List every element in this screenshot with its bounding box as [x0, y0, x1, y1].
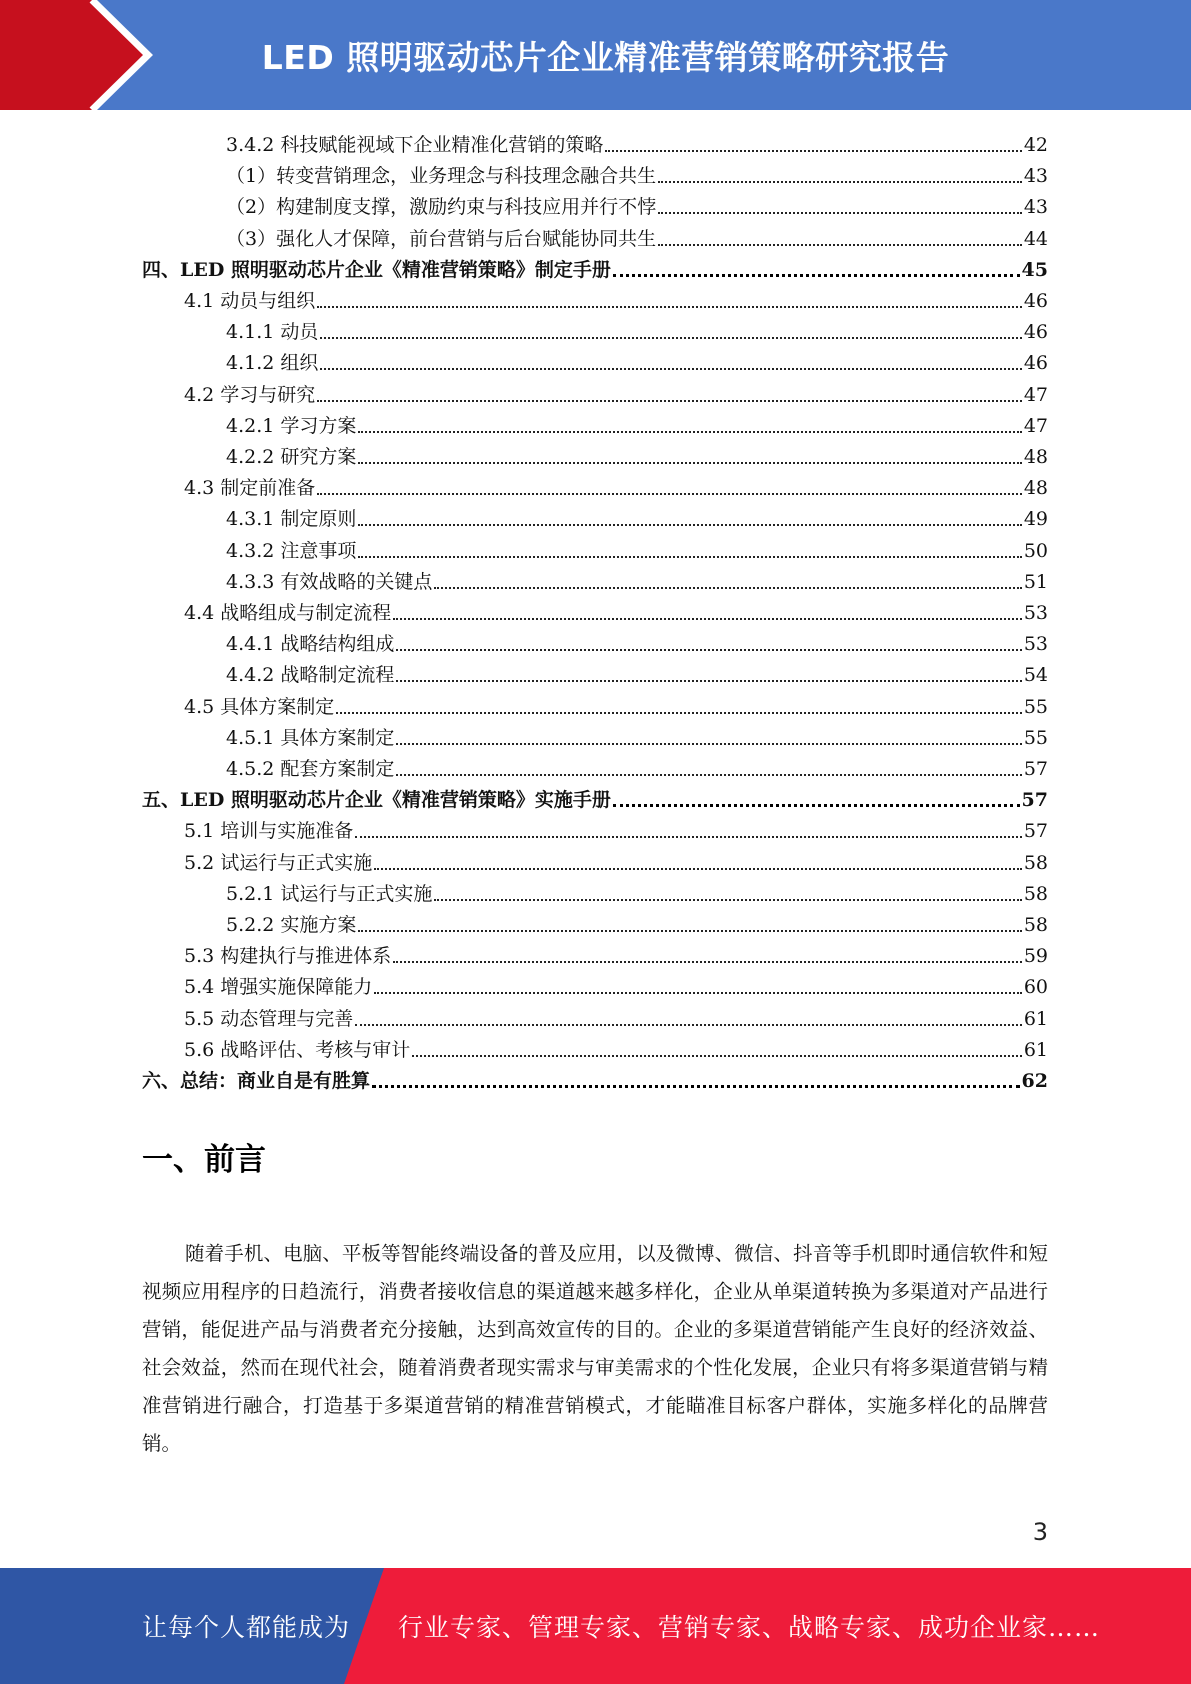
- toc-dot-leader: [613, 804, 1020, 807]
- toc-entry-page: 43: [1023, 165, 1048, 188]
- toc-entry-page: 58: [1023, 882, 1048, 905]
- toc-dot-leader: [658, 244, 1022, 246]
- toc-entry[interactable]: [226, 501, 1048, 532]
- toc-entry-title: 5.2.2 实施方案: [226, 914, 357, 936]
- toc-dot-leader: [355, 836, 1022, 838]
- toc-entry-page: 42: [1023, 134, 1048, 156]
- toc-entry[interactable]: [226, 439, 1048, 470]
- toc-entry[interactable]: [184, 1032, 1048, 1063]
- toc-entry[interactable]: [184, 969, 1048, 1000]
- footer-slogan-right: 行业专家、管理专家、营销专家、战略专家、成功企业家……: [398, 1613, 1101, 1642]
- toc-entry-title: 4.5.1 具体方案制定: [226, 726, 395, 749]
- toc-entry-title: 5.2.1 试运行与正式实施: [226, 882, 433, 905]
- toc-entry-title: 4.1 动员与组织: [184, 290, 316, 312]
- page-footer: [0, 1568, 1191, 1684]
- toc-entry-page: 46: [1023, 352, 1048, 375]
- toc-entry[interactable]: [226, 221, 1048, 252]
- toc-entry[interactable]: [226, 127, 1048, 158]
- page-header: [0, 0, 1191, 110]
- toc-entry[interactable]: [184, 470, 1048, 501]
- toc-entry-page: 45: [1021, 258, 1048, 281]
- toc-dot-leader: [396, 680, 1021, 682]
- toc-entry-page: 57: [1021, 789, 1048, 812]
- toc-entry-title: 4.2.1 学习方案: [226, 414, 357, 437]
- toc-dot-leader: [358, 930, 1021, 932]
- toc-entry-page: 61: [1023, 1038, 1048, 1061]
- toc-entry-page: 47: [1023, 414, 1048, 437]
- toc-entry[interactable]: [142, 782, 1048, 813]
- report-title: LED 照明驱动芯片企业精准营销策略研究报告: [261, 37, 950, 77]
- toc-entry[interactable]: [184, 938, 1048, 969]
- toc-entry-title: 4.3.2 注意事项: [226, 539, 357, 562]
- toc-entry-title: 五、LED 照明驱动芯片企业《精准营销策略》实施手册: [142, 789, 611, 812]
- toc-entry-title: 四、LED 照明驱动芯片企业《精准营销策略》制定手册: [142, 258, 611, 281]
- toc-entry[interactable]: [226, 533, 1048, 564]
- toc-entry-title: 4.4 战略组成与制定流程: [184, 602, 392, 624]
- footer-slogan-left: 让每个人都能成为: [142, 1613, 351, 1642]
- toc-entry[interactable]: [226, 626, 1048, 657]
- toc-entry-title: 5.3 构建执行与推进体系: [184, 945, 392, 968]
- toc-entry[interactable]: [184, 689, 1048, 720]
- toc-dot-leader: [336, 712, 1022, 714]
- toc-dot-leader: [358, 556, 1021, 558]
- toc-entry-title: 4.1.1 动员: [226, 321, 319, 344]
- toc-entry[interactable]: [142, 1063, 1048, 1094]
- toc-entry-page: 54: [1023, 664, 1048, 687]
- toc-entry-title: 4.5.2 配套方案制定: [226, 758, 395, 780]
- toc-entry-page: 62: [1021, 1070, 1048, 1092]
- toc-entry-title: （1）转变营销理念，业务理念与科技理念融合共生: [226, 165, 657, 188]
- toc-entry-title: 4.4.1 战略结构组成: [226, 633, 395, 656]
- toc-entry[interactable]: [184, 813, 1048, 844]
- toc-entry-page: 58: [1023, 851, 1048, 874]
- toc-entry[interactable]: [226, 907, 1048, 938]
- toc-dot-leader: [605, 150, 1021, 152]
- toc-entry-title: 5.2 试运行与正式实施: [184, 851, 373, 874]
- toc-entry[interactable]: [226, 876, 1048, 907]
- toc-entry-title: 4.4.2 战略制定流程: [226, 664, 395, 687]
- toc-entry-page: 55: [1023, 695, 1048, 718]
- toc-dot-leader: [434, 587, 1021, 589]
- toc-dot-leader: [412, 1055, 1022, 1057]
- toc-dot-leader: [658, 181, 1022, 183]
- toc-dot-leader: [396, 649, 1021, 651]
- toc-entry-page: 53: [1023, 602, 1048, 624]
- toc-entry-title: 5.1 培训与实施准备: [184, 820, 354, 843]
- toc-entry-page: 46: [1023, 321, 1048, 344]
- toc-dot-leader: [374, 992, 1022, 994]
- toc-entry-title: 5.5 动态管理与完善: [184, 1007, 354, 1030]
- toc-entry[interactable]: [226, 345, 1048, 376]
- toc-entry-page: 57: [1023, 758, 1048, 780]
- toc-dot-leader: [372, 1085, 1020, 1088]
- toc-dot-leader: [358, 462, 1021, 464]
- toc-dot-leader: [393, 961, 1022, 963]
- toc-entry-title: 4.1.2 组织: [226, 352, 319, 375]
- toc-dot-leader: [358, 524, 1021, 526]
- toc-dot-leader: [320, 368, 1021, 370]
- toc-entry-title: 5.4 增强实施保障能力: [184, 976, 373, 999]
- toc-entry-title: 六、总结：商业自是有胜算: [142, 1070, 371, 1092]
- toc-dot-leader: [355, 1024, 1022, 1026]
- toc-entry[interactable]: [184, 845, 1048, 876]
- toc-entry[interactable]: [226, 314, 1048, 345]
- toc-entry-title: 4.5 具体方案制定: [184, 695, 335, 718]
- toc-entry-title: 3.4.2 科技赋能视域下企业精准化营销的策略: [226, 134, 604, 156]
- toc-entry[interactable]: [184, 377, 1048, 408]
- toc-dot-leader: [320, 337, 1021, 339]
- toc-dot-leader: [317, 400, 1022, 402]
- toc-entry-title: 4.2 学习与研究: [184, 383, 316, 406]
- toc-dot-leader: [396, 774, 1021, 776]
- toc-entry-title: 5.6 战略评估、考核与审计: [184, 1038, 411, 1061]
- toc-entry-title: 4.2.2 研究方案: [226, 446, 357, 468]
- toc-entry[interactable]: [226, 720, 1048, 751]
- toc-entry-page: 60: [1023, 976, 1048, 999]
- toc-entry[interactable]: [184, 595, 1048, 626]
- toc-entry[interactable]: [184, 1001, 1048, 1032]
- toc-entry-page: 43: [1023, 196, 1048, 219]
- toc-entry[interactable]: [226, 408, 1048, 439]
- toc-entry[interactable]: [226, 564, 1048, 595]
- toc-dot-leader: [393, 618, 1022, 620]
- toc-entry-title: （3）强化人才保障，前台营销与后台赋能协同共生: [226, 227, 657, 250]
- toc-entry-title: （2）构建制度支撑，激励约束与科技应用并行不悖: [226, 196, 657, 219]
- toc-entry-page: 59: [1023, 945, 1048, 968]
- toc-entry-page: 46: [1023, 290, 1048, 312]
- toc-entry[interactable]: [226, 158, 1048, 189]
- page-number: 3: [1032, 1518, 1048, 1546]
- toc-entry-page: 58: [1023, 914, 1048, 936]
- toc-entry-page: 50: [1023, 539, 1048, 562]
- toc-entry-page: 49: [1023, 508, 1048, 531]
- toc-entry-page: 51: [1023, 570, 1048, 593]
- toc-entry[interactable]: [226, 189, 1048, 220]
- toc-entry-page: 61: [1023, 1007, 1048, 1030]
- toc-entry-page: 53: [1023, 633, 1048, 656]
- toc-entry-title: 4.3.3 有效战略的关键点: [226, 570, 433, 593]
- toc-entry-page: 48: [1023, 477, 1048, 500]
- toc-entry-page: 48: [1023, 446, 1048, 468]
- toc-entry[interactable]: [184, 283, 1048, 314]
- toc-dot-leader: [434, 899, 1021, 901]
- toc-dot-leader: [658, 212, 1022, 214]
- toc-dot-leader: [613, 274, 1020, 277]
- toc-dot-leader: [317, 493, 1022, 495]
- toc-entry[interactable]: [226, 751, 1048, 782]
- toc-entry[interactable]: [226, 657, 1048, 688]
- toc-entry[interactable]: [142, 252, 1048, 283]
- toc-dot-leader: [374, 868, 1022, 870]
- toc-entry-title: 4.3.1 制定原则: [226, 508, 357, 531]
- toc-entry-title: 4.3 制定前准备: [184, 477, 316, 500]
- toc-dot-leader: [396, 743, 1021, 745]
- toc-entry-page: 44: [1023, 227, 1048, 250]
- toc-dot-leader: [358, 431, 1021, 433]
- toc-dot-leader: [317, 306, 1022, 308]
- section-heading: 一、前言: [142, 1142, 266, 1178]
- toc-entry-page: 55: [1023, 726, 1048, 749]
- toc-entry-page: 47: [1023, 383, 1048, 406]
- body-paragraph: 随着手机、电脑、平板等智能终端设备的普及应用，以及微博、微信、抖音等手机即时通信软件和短视频应用程序的日趋流行，消费者接收信息的渠道越来越多样化，企业从单渠道转换为多渠道对产品进行营销，能促进产品与消费者充分接触，达到高效宣传的目的。企业的多渠道营销能产生良好的经济效益、社会效益，然而在现代社会，随着消费者现实需求与审美需求的个性化发展，企业只有将多渠道营销与精准营销进行融合，打造基于多渠道营销的精准营销模式，才能瞄准目标客户群体，实施多样化的品牌营销。: [142, 1242, 1048, 1455]
- toc-entry-page: 57: [1023, 820, 1048, 843]
